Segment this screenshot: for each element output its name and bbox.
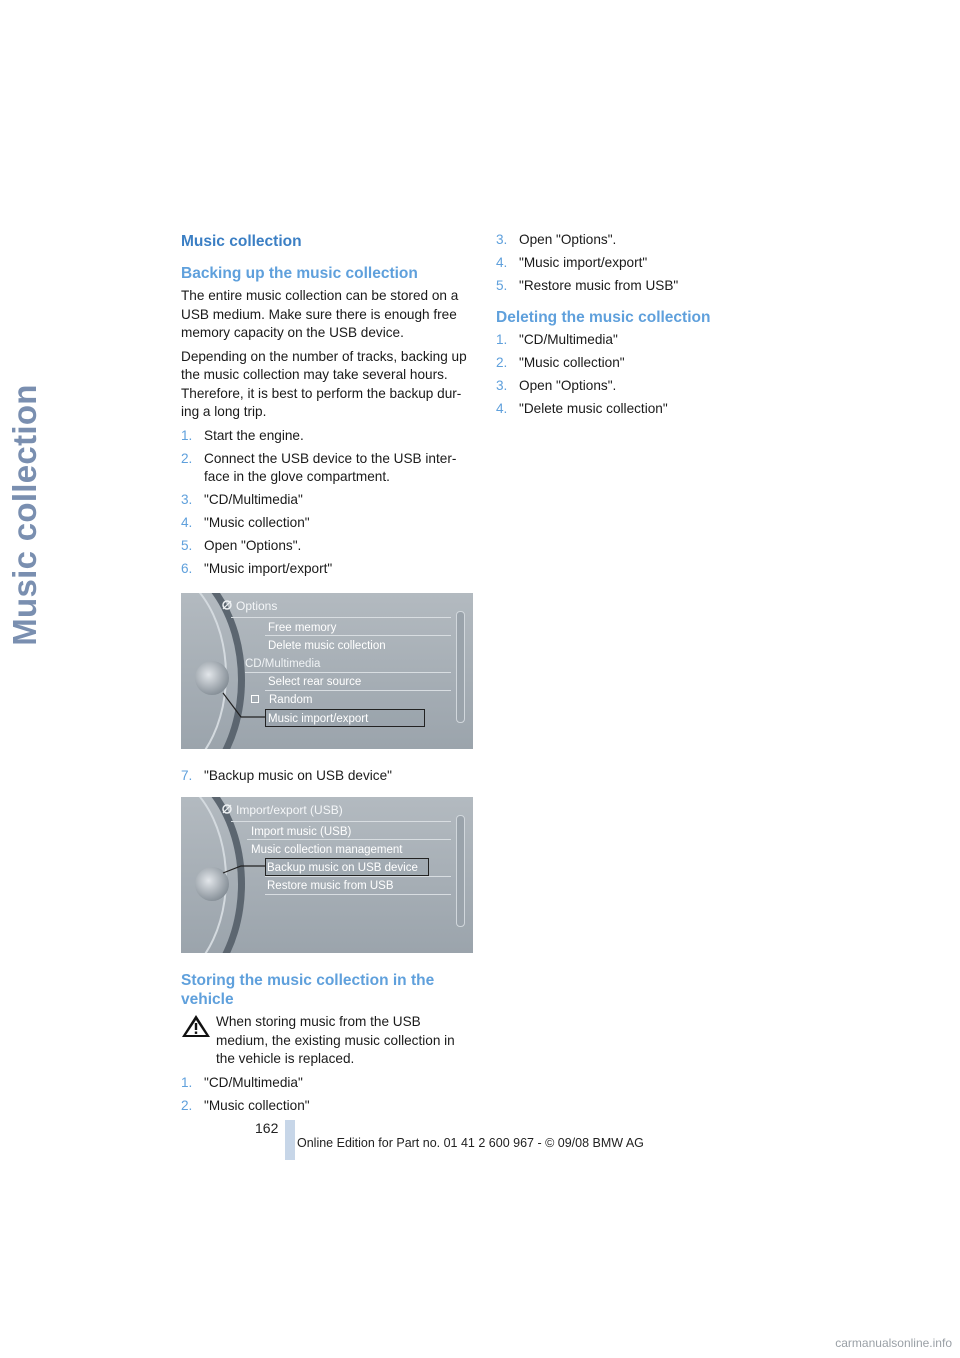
screen-title: Options: [236, 598, 278, 613]
menu-item-rear-source: Select rear source: [268, 675, 362, 688]
page-number: 162: [255, 1120, 279, 1136]
list-item: 6. "Music import/export": [181, 561, 333, 576]
list-item: 3. Open "Options".: [496, 377, 617, 393]
section-side-tab-label: Music collection: [6, 384, 43, 646]
subheading-backup: Backing up the music collection: [181, 265, 418, 282]
footer-edition-note: Online Edition for Part no. 01 41 2 600 967 - © 09/08 BMW AG: [297, 1136, 644, 1150]
subheading-deleting: Deleting the music collection: [496, 308, 711, 326]
menu-item-music-import-export: Music import/export: [268, 712, 369, 725]
menu-item-delete-collection: Delete music collection: [268, 639, 386, 652]
list-item: 2. Connect the USB device to the USB inter- face in the glove compartment.: [181, 450, 457, 484]
right-column: [496, 228, 788, 423]
paragraph-intro: The entire music collection can be stored on a USB medium. Make sure there is enough free memory capacity on the USB device.: [181, 288, 459, 340]
list-item: 1. Start the engine.: [181, 427, 304, 443]
menu-item-random: Random: [251, 691, 312, 710]
warning-text: When storing music from the USB medium, the existing music collection in the vehicle is replaced.: [216, 1014, 455, 1066]
menu-group-cd-multimedia: CD/Multimedia: [245, 657, 321, 670]
list-item: 5. Open "Options".: [181, 538, 302, 553]
paragraph-duration: Depending on the number of tracks, backing up the music collection may take several hours. Therefore, it is best to perform the backup dur- ing a long trip.: [181, 348, 467, 419]
storing-steps-continued: [496, 231, 788, 296]
list-item: 4. "Delete music collection": [496, 400, 668, 416]
list-item: 7. "Backup music on USB device": [181, 767, 392, 783]
storing-steps: [181, 1074, 473, 1116]
menu-item-backup-usb: Backup music on USB device: [267, 862, 418, 874]
menu-item-collection-management: Music collection management: [251, 844, 403, 856]
warning-triangle-icon: [181, 1013, 211, 1039]
menu-item-import-music: Import music (USB): [251, 826, 352, 838]
pointer-line: [181, 797, 473, 953]
list-item: 2. "Music collection": [181, 1097, 310, 1113]
screen-title: Import/export (USB): [236, 803, 343, 817]
section-heading: Music collection: [181, 233, 302, 250]
list-item: 1. "CD/Multimedia": [496, 331, 618, 347]
backup-steps: [181, 427, 473, 579]
import-export-screenshot: [181, 797, 473, 953]
menu-item-restore-usb: Restore music from USB: [267, 880, 394, 892]
subheading-storing: Storing the music collection in the vehicle: [181, 972, 435, 1008]
list-item: 5. "Restore music from USB": [496, 278, 679, 293]
left-column: [181, 228, 473, 1120]
list-item: 4. "Music import/export": [496, 255, 648, 270]
list-item: 3. "CD/Multimedia": [181, 492, 303, 507]
warning-note: [181, 1013, 473, 1069]
list-item: 1. "CD/Multimedia": [181, 1074, 303, 1090]
menu-item-free-memory: Free memory: [268, 621, 337, 634]
pointer-line: [181, 593, 473, 749]
list-item: 2. "Music collection": [496, 354, 625, 370]
list-item: 4. "Music collection": [181, 515, 310, 530]
watermark: carmanualsonline.info: [835, 1336, 952, 1350]
section-side-tab: [0, 230, 50, 800]
deleting-steps: [496, 331, 788, 419]
options-menu-screenshot: [181, 593, 473, 749]
step-seven: [181, 767, 473, 786]
footer-accent-bar: [285, 1120, 295, 1160]
list-item: 3. Open "Options".: [496, 232, 617, 247]
